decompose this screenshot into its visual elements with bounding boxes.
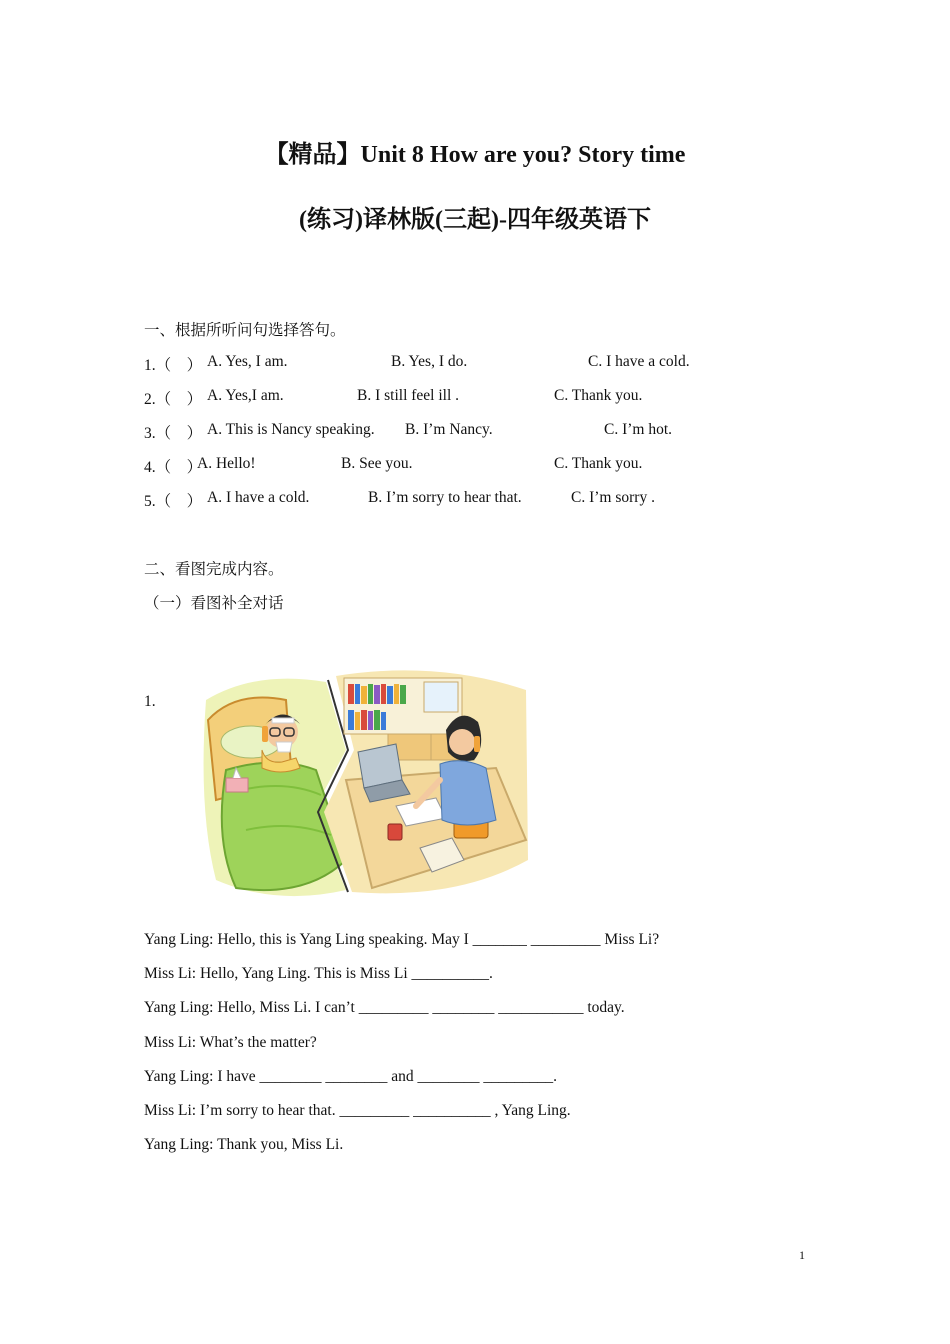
option-b: B. Yes, I do. (391, 353, 468, 370)
option-b: B. See you. (341, 455, 413, 472)
dialogue-line: Miss Li: What’s the matter? (144, 1034, 317, 1051)
dialogue-line: Miss Li: I’m sorry to hear that. _________ __________ , Yang Ling. (144, 1102, 571, 1119)
cup (388, 824, 402, 840)
tissue-box (226, 778, 248, 792)
option-a: A. Hello! (197, 455, 256, 472)
phone-call-illustration (196, 660, 532, 906)
question-number: 3.（ ） (144, 425, 203, 442)
title-line-2: (练习)译林版(三起)-四年级英语下 (299, 207, 651, 233)
item-number: 1. (144, 693, 156, 710)
teacher-telephone-handset (474, 736, 480, 752)
dialogue-line: Yang Ling: Hello, this is Yang Ling speaking. May I _______ _________ Miss Li? (144, 931, 660, 948)
page-number: 1 (799, 1248, 805, 1262)
title-line-1: 【精品】Unit 8 How are you? Story time (264, 142, 686, 168)
question-number: 2.（ ） (144, 391, 203, 408)
dialogue-line: Yang Ling: Hello, Miss Li. I can’t _________ ________ ___________ today. (144, 999, 625, 1016)
option-a: A. Yes,I am. (207, 387, 284, 404)
section1-heading: 一、根据所听问句选择答句。 (144, 322, 346, 339)
option-b: B. I’m sorry to hear that. (368, 489, 522, 506)
option-c: C. I’m hot. (604, 421, 673, 438)
question-number: 5.（ ） (144, 493, 203, 510)
option-a: A. I have a cold. (207, 489, 310, 506)
teacher-face (449, 729, 475, 755)
option-c: C. Thank you. (554, 455, 643, 472)
dialogue-line: Miss Li: Hello, Yang Ling. This is Miss Li __________. (144, 965, 493, 982)
section2-heading: 二、看图完成内容。 (144, 561, 284, 578)
option-c: C. Thank you. (554, 387, 643, 404)
option-b: B. I still feel ill . (357, 387, 460, 404)
option-b: B. I’m Nancy. (405, 421, 493, 438)
question-number: 1.（ ） (144, 357, 203, 374)
dialogue-line: Yang Ling: I have ________ ________ and ________ _________. (144, 1068, 558, 1085)
option-a: A. Yes, I am. (207, 353, 288, 370)
section2-subheading: （一）看图补全对话 (144, 595, 284, 612)
question-number: 4.（ ） (144, 459, 203, 476)
option-c: C. I’m sorry . (571, 489, 655, 506)
telephone-handset (262, 726, 268, 742)
option-c: C. I have a cold. (588, 353, 690, 370)
dialogue-line: Yang Ling: Thank you, Miss Li. (144, 1136, 344, 1153)
option-a: A. This is Nancy speaking. (207, 421, 375, 438)
window (424, 682, 458, 712)
